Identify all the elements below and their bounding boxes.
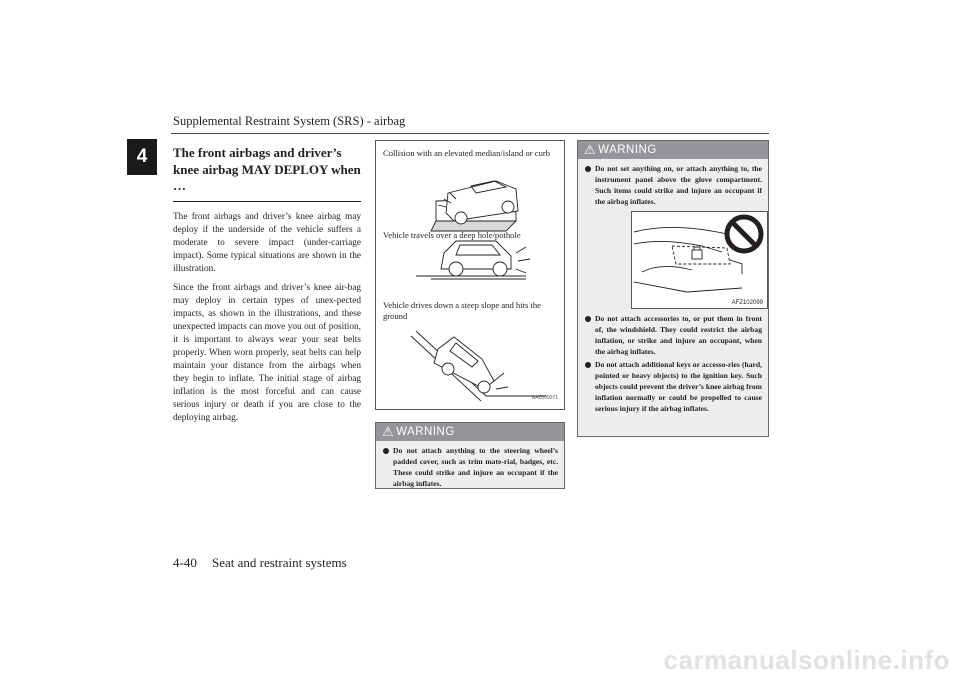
section-heading: The front airbags and driver’s knee airbag MAY DEPLOY when …: [173, 145, 361, 193]
pothole-scene: [416, 241, 530, 279]
curb-collision-scene: [431, 181, 518, 231]
watermark: carmanualsonline.info: [663, 645, 950, 675]
warning-item: Do not attach accessories to, or put them in front of, the windshield. They could restrict the airbag inflation, or strike and injure an occupant, when the airbag inflates.: [585, 313, 762, 357]
chapter-tab: 4: [127, 139, 157, 175]
warning-triangle-icon: ⚠: [584, 142, 597, 157]
page-header-title: Supplemental Restraint System (SRS) - airbag: [173, 114, 406, 128]
illustration-caption-pothole: Vehicle travels over a deep hole/pothole: [383, 230, 521, 240]
panel-illustration-code: AFZ102099: [731, 300, 763, 306]
instrument-panel-illustration: [631, 211, 768, 309]
steep-slope-scene: [411, 331, 546, 401]
warning-label: WARNING: [598, 144, 657, 156]
illustration-code: AA2000071: [531, 395, 558, 401]
warning-header: [578, 141, 768, 159]
warning-item: Do not attach anything to the steering wheel’s padded cover, such as trim mate-rial, badges, etc. These could strike and injure an occupant if the airbag inflates.: [383, 445, 558, 489]
warning-triangle-icon: ⚠: [382, 424, 395, 439]
footer-page-number: 4-40: [173, 555, 197, 570]
warning-label: WARNING: [396, 426, 455, 438]
warning-box-steering-wheel: [375, 422, 565, 489]
warning-header: [376, 423, 564, 441]
deployment-scenes-drawing: [376, 141, 566, 411]
illustration-caption-curb: Collision with an elevated median/island or curb: [383, 148, 551, 158]
deployment-illustration: [375, 140, 565, 410]
no-objects-on-panel-drawing: [632, 212, 767, 308]
section-rule: [173, 201, 361, 202]
main-column: [173, 145, 361, 431]
body-paragraph-1: The front airbags and driver’s knee airbag may deploy if the underside of the vehicle suffers a moderate to severe impact (under-carriage impact). Some typical situations are shown in the illustration.: [173, 211, 361, 274]
body-paragraph-2: Since the front airbags and driver’s knee air-bag may deploy in certain types of unex-pected impacts, as shown in the illustrations, and these unexpected impacts can move you out of position, it is important to always wear your seat belts properly. When worn properly, seat belts can help maintain your distance from the airbags when they begin to inflate. The initial stage of airbag inflation is the most forceful and can cause serious injury or death if you are close to the deploying airbag.: [173, 282, 361, 423]
warning-item: Do not attach additional keys or accesso-ries (hard, pointed or heavy objects) to the ignition key. Such objects could prevent the driver’s knee airbag from inflation normally or could be propelled to cause serious injury if the airbag inflates.: [585, 359, 762, 414]
warning-item: Do not set anything on, or attach anything to, the instrument panel above the glove compartment. Such items could strike and injure an occupant if the airbag inflates.: [585, 163, 762, 207]
header-rule: [171, 133, 769, 134]
prohibition-icon: [727, 217, 761, 251]
illustration-caption-slope: Vehicle drives down a steep slope and hits the ground: [383, 300, 541, 321]
footer-section-name: Seat and restraint systems: [212, 555, 347, 570]
warning-box-instrument-panel: [577, 140, 769, 437]
